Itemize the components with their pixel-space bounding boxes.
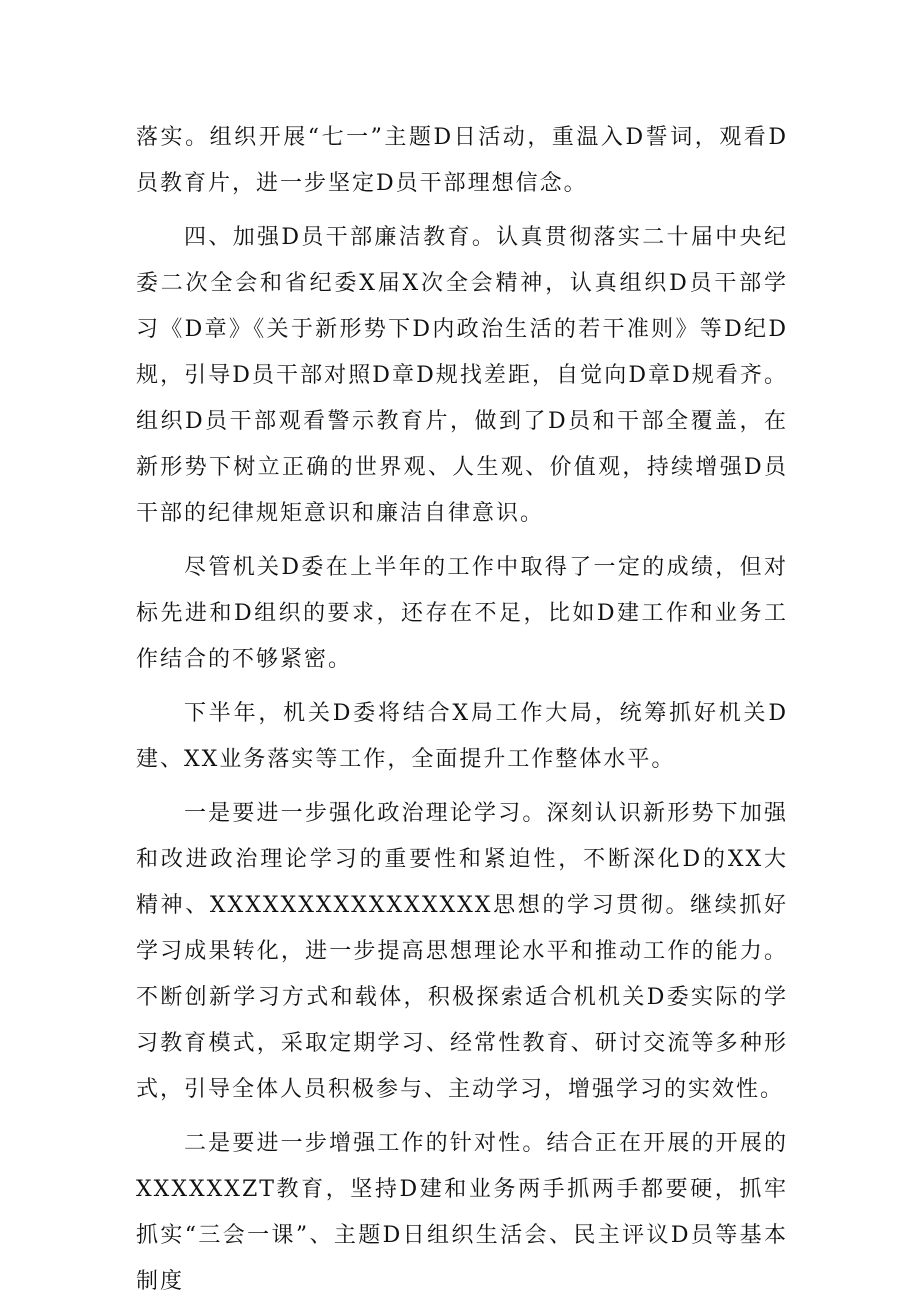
paragraph-work-targeting: 二是要进一步增强工作的针对性。结合正在开展的开展的XXXXXXZT教育，坚持D建和业务两手抓两手都要硬，抓牢抓实“三会一课”、主题D日组织生活会、民主评议D员等基本制度 bbox=[136, 1131, 788, 1294]
paragraph-integrity-education: 四、加强D员干部廉洁教育。认真贯彻落实二十届中央纪委二次全会和省纪委X届X次全会精神，认真组织D员干部学习《D章》《关于新形势下D内政治生活的若干准则》等D纪D规，引导D员干部对照D章D规找差距，自觉向D章D规看齐。组织D员干部观看警示教育片，做到了D员和干部全覆盖，在新形势下树立正确的世界观、人生观、价值观，持续增强D员干部的纪律规矩意识和廉洁自律意识。 bbox=[136, 225, 789, 526]
paragraph-continuation: 落实。组织开展“七一”主题D日活动，重温入D誓词，观看D员教育片，进一步坚定D员干部理想信念。 bbox=[136, 125, 788, 196]
document-body bbox=[136, 115, 788, 1313]
paragraph-second-half-plan: 下半年，机关D委将结合X局工作大局，统筹抓好机关D建、XX业务落实等工作，全面提升工作整体水平。 bbox=[136, 701, 788, 772]
paragraph-theory-study: 一是要进一步强化政治理论学习。深刻认识新形势下加强和改进政治理论学习的重要性和紧迫性，不断深化D的XX大精神、XXXXXXXXXXXXXXXX思想的学习贯彻。继续抓好学习成果转化，进一步提高思想理论水平和推动工作的能力。不断创新学习方式和载体，积极探索适合机机关D委实际的学习教育模式，采取定期学习、经常性教育、研讨交流等多种形式，引导全体人员积极参与、主动学习，增强学习的实效性。 bbox=[136, 801, 789, 1102]
paragraph-shortcomings: 尽管机关D委在上半年的工作中取得了一定的成绩，但对标先进和D组织的要求，还存在不足，比如D建工作和业务工作结合的不够紧密。 bbox=[136, 555, 788, 672]
